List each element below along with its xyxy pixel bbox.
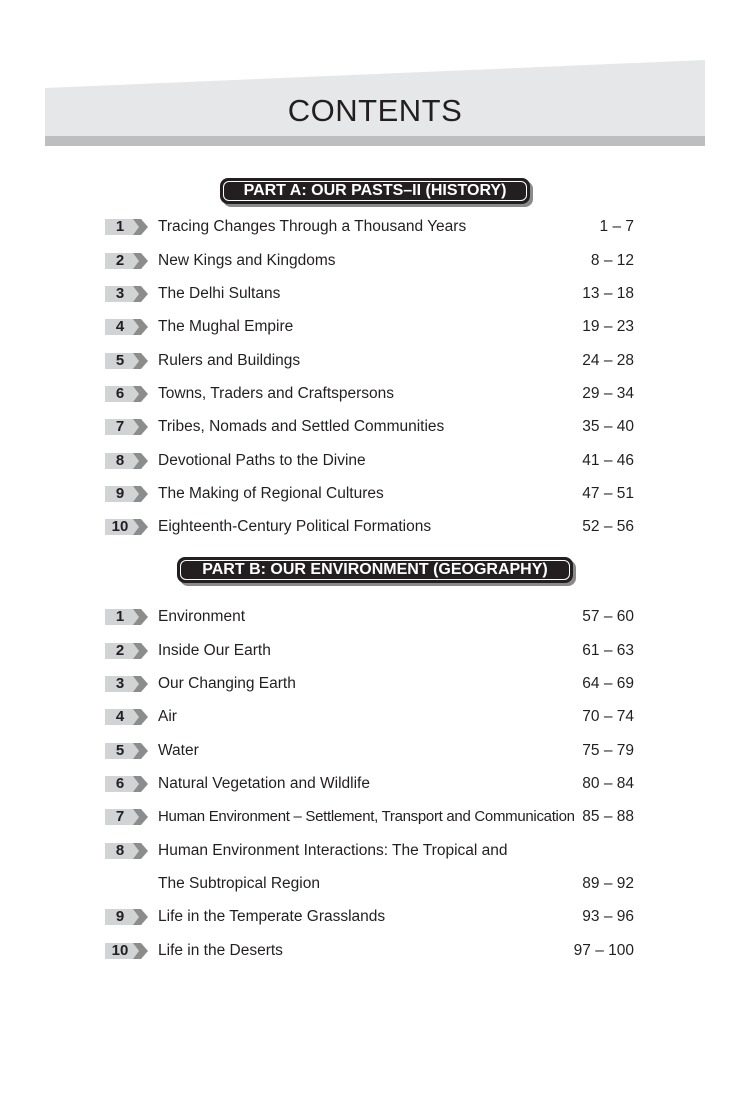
part-a-heading-pill — [220, 178, 530, 204]
chapter-row[interactable] — [0, 250, 750, 274]
chapter-title[interactable]: Air — [158, 708, 177, 725]
chapter-number-badge — [105, 484, 149, 504]
chapter-number: 5 — [115, 742, 125, 759]
chapter-number-badge — [105, 217, 149, 237]
chapter-row[interactable] — [0, 450, 750, 474]
chapter-number: 9 — [115, 908, 125, 925]
chapter-pages: 70 – 74 — [582, 708, 634, 725]
chapter-number: 6 — [115, 385, 125, 402]
chapter-pages: 41 – 46 — [582, 452, 634, 469]
chapter-pages: 89 – 92 — [582, 875, 634, 892]
chapter-row[interactable] — [0, 316, 750, 340]
chapter-number-badge — [105, 907, 149, 927]
chapter-number: 3 — [115, 675, 125, 692]
chapter-row[interactable] — [0, 483, 750, 507]
chapter-number: 1 — [115, 608, 125, 625]
chapter-number-badge — [105, 317, 149, 337]
chapter-pages: 29 – 34 — [582, 385, 634, 402]
chapter-title[interactable]: Environment — [158, 608, 246, 625]
chapter-title[interactable]: Tracing Changes Through a Thousand Years — [158, 218, 467, 235]
chapter-title[interactable]: Natural Vegetation and Wildlife — [158, 775, 370, 792]
chapter-pages: 61 – 63 — [582, 642, 634, 659]
chapter-number-badge — [105, 707, 149, 727]
chapter-title[interactable]: Tribes, Nomads and Settled Communities — [158, 418, 445, 435]
chapter-number: 10 — [111, 518, 129, 535]
chapter-number-badge — [105, 451, 149, 471]
chapter-pages: 24 – 28 — [582, 352, 634, 369]
chapter-number: 4 — [115, 318, 125, 335]
chapter-pages: 97 – 100 — [573, 942, 634, 959]
chapter-row[interactable] — [0, 283, 750, 307]
chapter-title[interactable]: Devotional Paths to the Divine — [158, 452, 366, 469]
part-a-heading-text: PART A: OUR PASTS–II (HISTORY) — [223, 181, 527, 201]
chapter-row[interactable] — [0, 706, 750, 730]
chapter-title[interactable]: The Making of Regional Cultures — [158, 485, 384, 502]
chapter-number-badge — [105, 807, 149, 827]
chapter-number-badge — [105, 941, 149, 961]
chapter-row[interactable] — [0, 673, 750, 697]
chapter-number-badge — [105, 607, 149, 627]
chapter-number: 2 — [115, 642, 125, 659]
chapter-number: 5 — [115, 352, 125, 369]
chapter-title[interactable]: Eighteenth-Century Political Formations — [158, 518, 432, 535]
chapter-number-badge — [105, 841, 149, 861]
chapter-pages: 57 – 60 — [582, 608, 634, 625]
chapter-number-badge — [105, 251, 149, 271]
chapter-pages: 19 – 23 — [582, 318, 634, 335]
chapter-number-badge — [105, 351, 149, 371]
chapter-number: 7 — [115, 418, 125, 435]
chapter-pages: 47 – 51 — [582, 485, 634, 502]
chapter-number-badge — [105, 384, 149, 404]
chapter-number-badge — [105, 517, 149, 537]
chapter-pages: 64 – 69 — [582, 675, 634, 692]
chapter-number-badge — [105, 774, 149, 794]
chapter-row[interactable] — [0, 416, 750, 440]
chapter-title[interactable]: Water — [158, 742, 199, 759]
chapter-row[interactable] — [0, 383, 750, 407]
chapter-title[interactable]: The Mughal Empire — [158, 318, 294, 335]
chapter-row[interactable] — [0, 640, 750, 664]
chapter-title[interactable]: Rulers and Buildings — [158, 352, 301, 369]
chapter-pages: 85 – 88 — [582, 808, 634, 825]
chapter-row[interactable] — [0, 216, 750, 240]
chapter-pages: 80 – 84 — [582, 775, 634, 792]
chapter-number-badge — [105, 417, 149, 437]
chapter-pages: 1 – 7 — [599, 218, 634, 235]
chapter-pages: 35 – 40 — [582, 418, 634, 435]
chapter-title[interactable]: The Delhi Sultans — [158, 285, 281, 302]
chapter-number: 1 — [115, 218, 125, 235]
chapter-number-badge — [105, 284, 149, 304]
chapter-number: 8 — [115, 452, 125, 469]
chapter-row[interactable] — [0, 740, 750, 764]
chapter-title-line2[interactable]: The Subtropical Region — [158, 875, 320, 892]
chapter-number-badge — [105, 741, 149, 761]
chapter-number: 4 — [115, 708, 125, 725]
chapter-pages: 8 – 12 — [590, 252, 634, 269]
chapter-title[interactable]: Human Environment – Settlement, Transport and Communication — [158, 808, 575, 825]
chapter-number: 3 — [115, 285, 125, 302]
chapter-pages: 52 – 56 — [582, 518, 634, 535]
chapter-title[interactable]: Towns, Traders and Craftspersons — [158, 385, 395, 402]
chapter-row[interactable] — [0, 840, 750, 892]
chapter-row[interactable] — [0, 806, 750, 830]
chapter-pages: 13 – 18 — [582, 285, 634, 302]
chapter-title[interactable]: Life in the Deserts — [158, 942, 283, 959]
part-b-heading-text: PART B: OUR ENVIRONMENT (GEOGRAPHY) — [180, 560, 570, 580]
chapter-title[interactable]: Our Changing Earth — [158, 675, 296, 692]
chapter-row[interactable] — [0, 606, 750, 630]
chapter-row[interactable] — [0, 940, 750, 964]
chapter-number: 8 — [115, 842, 125, 859]
chapter-pages: 93 – 96 — [582, 908, 634, 925]
chapter-title[interactable]: Life in the Temperate Grasslands — [158, 908, 386, 925]
chapter-row[interactable] — [0, 906, 750, 930]
chapter-title[interactable]: Human Environment Interactions: The Tropical and — [158, 842, 508, 859]
chapter-number: 2 — [115, 252, 125, 269]
chapter-title[interactable]: New Kings and Kingdoms — [158, 252, 336, 269]
chapter-number: 6 — [115, 775, 125, 792]
chapter-number-badge — [105, 641, 149, 661]
chapter-number: 9 — [115, 485, 125, 502]
part-b-heading-pill — [177, 557, 573, 583]
chapter-number: 10 — [111, 942, 129, 959]
chapter-row[interactable] — [0, 516, 750, 540]
chapter-title[interactable]: Inside Our Earth — [158, 642, 271, 659]
chapter-row[interactable] — [0, 773, 750, 797]
page-title: CONTENTS — [287, 93, 463, 128]
part-a-heading — [0, 178, 750, 208]
chapter-number-badge — [105, 674, 149, 694]
chapter-pages: 75 – 79 — [582, 742, 634, 759]
part-b-heading — [0, 557, 750, 587]
chapter-row[interactable] — [0, 350, 750, 374]
chapter-number: 7 — [115, 808, 125, 825]
